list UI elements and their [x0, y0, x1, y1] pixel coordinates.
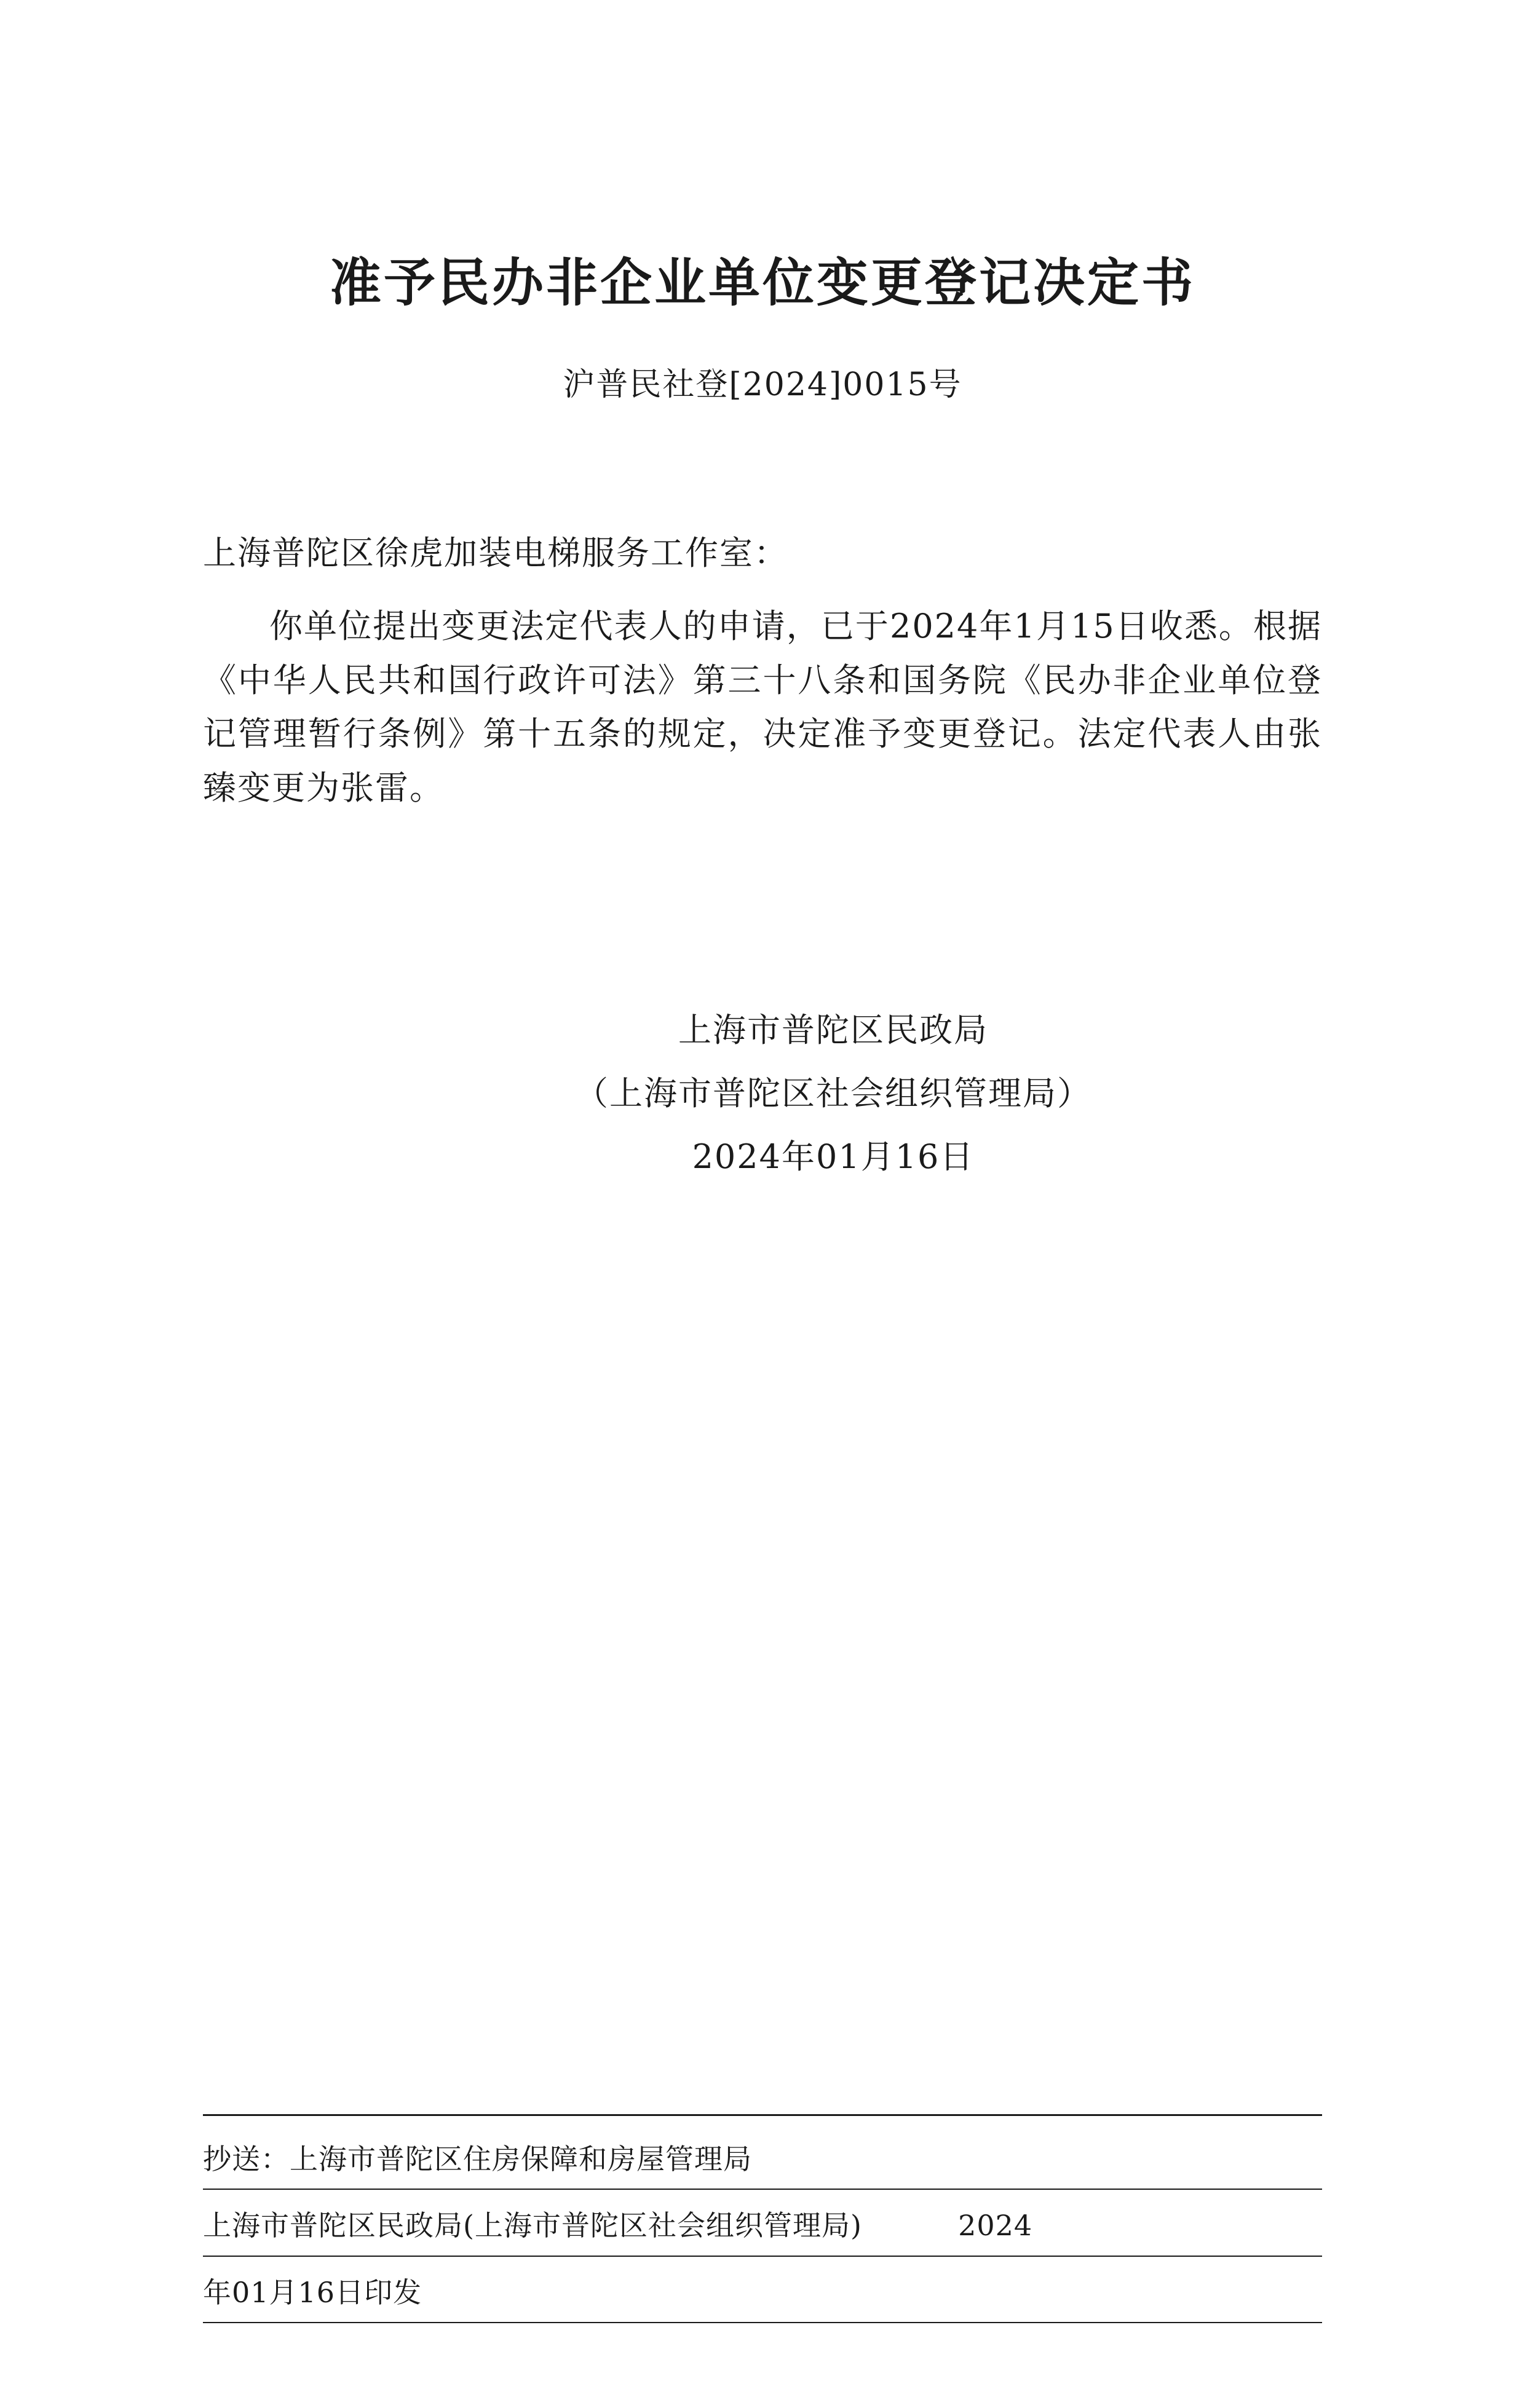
footer-divider — [203, 2114, 1322, 2116]
document-number: 沪普民社登[2024]0015号 — [563, 366, 962, 403]
page-title: 准予民办非企业单位变更登记决定书 — [329, 252, 1195, 313]
signature-organization: 上海市普陀区民政局 — [678, 1011, 988, 1050]
footer — [203, 2114, 1322, 2335]
footer-cc-line: 抄送：上海市普陀区住房保障和房屋管理局 — [203, 2134, 1322, 2190]
footer-issuer-line: 上海市普陀区民政局(上海市普陀区社会组织管理局) 2024 — [203, 2201, 1322, 2257]
body-paragraph: 你单位提出变更法定代表人的申请，已于2024年1月15日收悉。根据《中华人民共和国行政许可法》第三十八条和国务院《民办非企业单位登记管理暂行条例》第十五条的规定，决定准予变更登记。法定代表人由张臻变更为张雷。 — [203, 607, 1322, 807]
addressee: 上海普陀区徐虎加装电梯服务工作室： — [203, 533, 788, 572]
signature-date: 2024年01月16日 — [692, 1137, 975, 1176]
signature-organization-alt: （上海市普陀区社会组织管理局） — [575, 1073, 1091, 1113]
footer-issue-date-line: 年01月16日印发 — [203, 2268, 1322, 2324]
document-page — [0, 252, 1525, 2408]
signature-block — [203, 999, 1322, 1188]
